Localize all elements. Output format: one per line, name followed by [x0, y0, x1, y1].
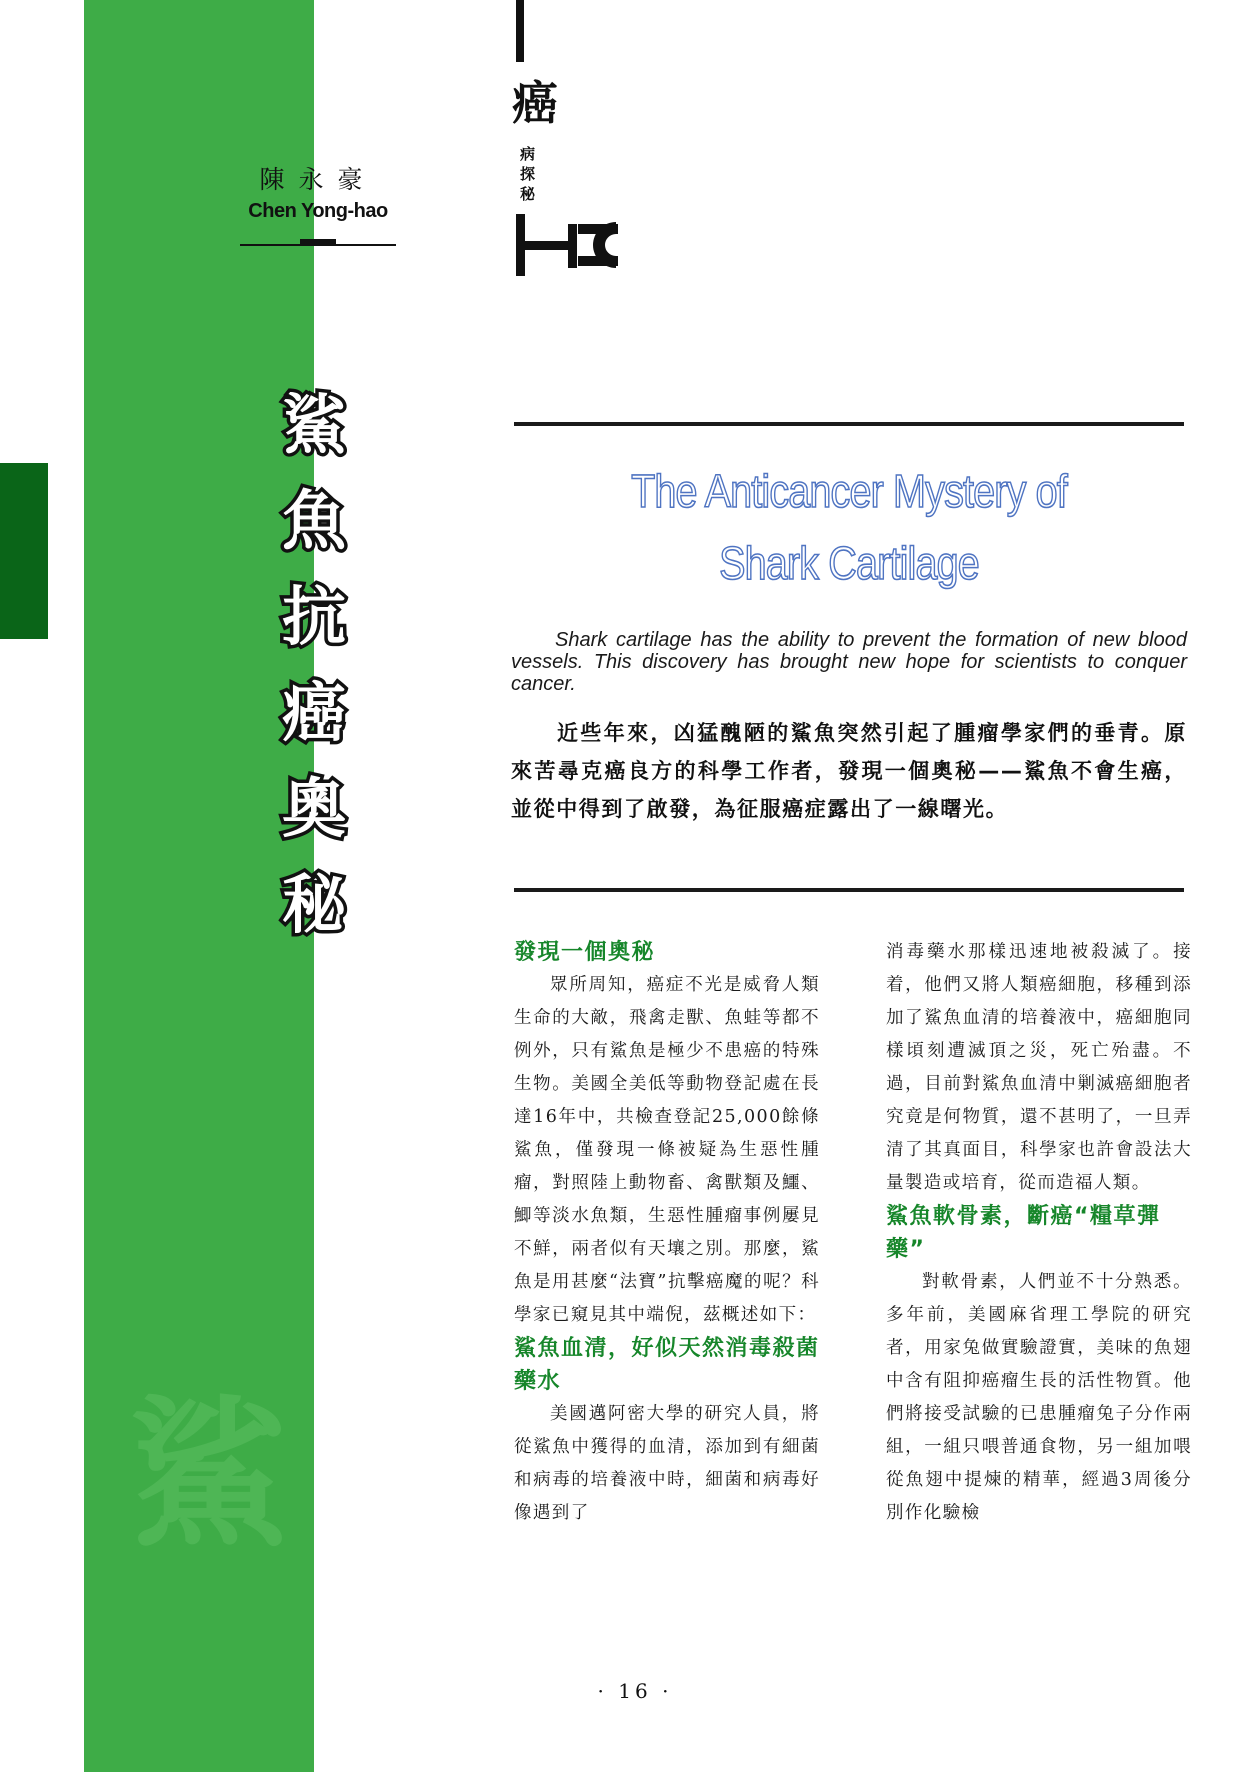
category-title: 癌 [512, 76, 558, 130]
section-heading: 發現一個奧秘 [514, 940, 656, 965]
english-abstract: Shark cartilage has the ability to prevent the formation of new blood vessels. This discovery has brought new hope for scientists to conquer cancer. [511, 629, 1187, 695]
chinese-lead-paragraph: 近些年來，凶猛醜陋的鯊魚突然引起了腫瘤學家們的垂青。原來苦尋克癌良方的科學工作者，發現一個奧秘——鯊魚不會生癌，並從中得到了啟發，為征服癌症露出了一線曙光。 [511, 721, 1187, 821]
background-watermark-glyph: 鯊 [128, 1381, 295, 1568]
author-block [240, 160, 396, 223]
category-top-bar [516, 0, 524, 62]
author-name-english: Chen Yong-hao [248, 200, 388, 222]
section-heading: 鯊魚血清，好似天然消毒殺菌藥水 [514, 1336, 820, 1394]
main-title-char: 鯊 [282, 389, 346, 463]
body-paragraph: 消毒藥水那樣迅速地被殺滅了。接着，他們又將人類癌細胞，移種到添加了鯊魚血清的培養液中，癌細胞同樣頃刻遭滅頂之災，死亡殆盡。不過，目前對鯊魚血清中剿滅癌細胞者究竟是何物質，還不甚明了，一旦弄清了其真面目，科學家也許會設法大量製造或培育，從而造福人類。 [886, 942, 1192, 1193]
body-paragraph: 眾所周知，癌症不光是威脅人類生命的大敵，飛禽走獸、魚蛙等都不例外，只有鯊魚是極少不患癌的特殊生物。美國全美低等動物登記處在長達16年中，共檢查登記25,000餘條鯊魚，僅發現一條被疑為生惡性腫瘤，對照陸上動物畜、禽獸類及鱷、鯽等淡水魚類，生惡性腫瘤事例屢見不鮮，兩者似有天壤之別。那麼，鯊魚是用甚麼“法寶”抗擊癌魔的呢？科學家已窺見其中端倪，茲概述如下： [514, 975, 820, 1325]
main-title-char: 癌 [282, 677, 346, 751]
section-heading: 鯊魚軟骨素，斷癌“糧草彈藥” [886, 1204, 1161, 1262]
bottom-divider-rule [514, 888, 1184, 892]
main-title-char: 秘 [282, 869, 346, 943]
author-rule-tick [300, 239, 336, 246]
right-text-column [886, 936, 1192, 1530]
english-title [561, 455, 1137, 599]
category-subtitle: 病探秘 [520, 145, 536, 203]
english-title-line-2: Shark Cartilage [719, 537, 979, 589]
author-name-chinese: 陳永豪 [259, 165, 377, 194]
dark-green-edge-tab [0, 463, 48, 639]
body-paragraph: 對軟骨素，人們並不十分熟悉。多年前，美國麻省理工學院的研究者，用家兔做實驗證實，美味的魚翅中含有阻抑癌瘤生長的活性物質。他們將接受試驗的已患腫瘤兔子分作兩組，一組只喂普通食物，另一組加喂從魚翅中提煉的精華，經過3周後分別作化驗檢 [886, 1272, 1192, 1523]
main-title-char: 魚 [282, 485, 346, 559]
english-title-line-1: The Anticancer Mystery of [631, 465, 1067, 517]
main-title-vertical [264, 378, 364, 954]
main-title-char: 奧 [282, 773, 346, 847]
hc-logo-icon [512, 214, 652, 276]
page-number: · 16 · [597, 1679, 673, 1703]
body-paragraph: 美國邁阿密大學的研究人員，將從鯊魚中獲得的血清，添加到有細菌和病毒的培養液中時，細菌和病毒好像遇到了 [514, 1404, 820, 1523]
main-title-char: 抗 [282, 581, 346, 655]
left-text-column [514, 936, 820, 1530]
top-divider-rule [514, 422, 1184, 426]
